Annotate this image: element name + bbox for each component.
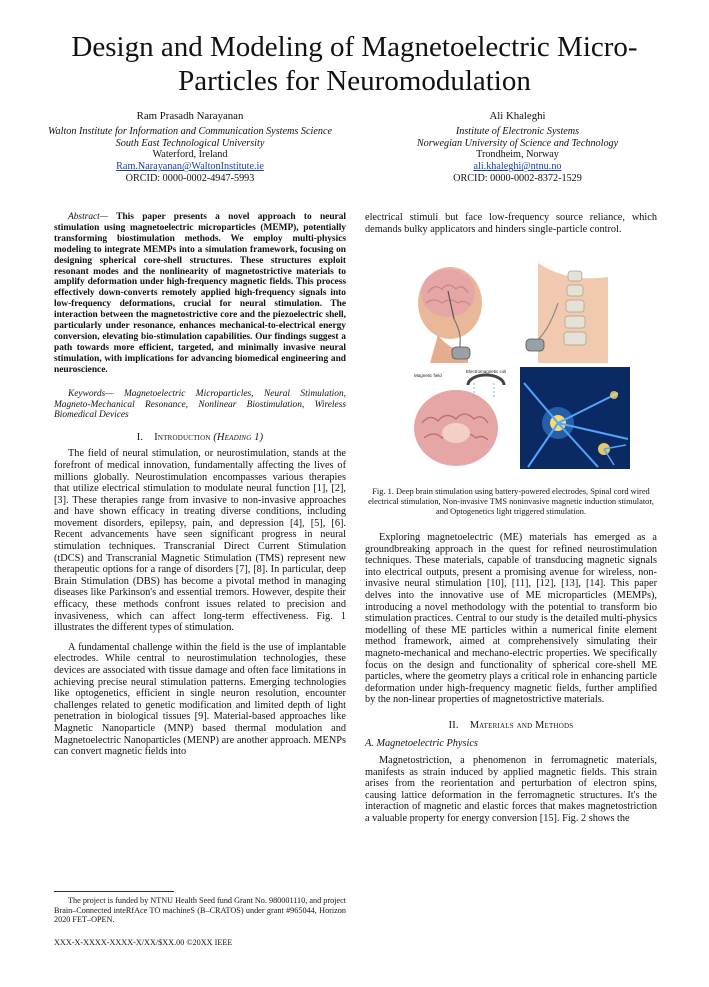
author-affiliation: South East Technological University xyxy=(115,137,265,149)
paragraph: The field of neural stimulation, or neurostimulation, stands at the forefront of medical innovation, fundamentally affecting the lives of millions globally. Neurostimulation encompasses various therapies that utilize electrical stimulation to modulate neural function [1], [2], [3]. These therapies range from invasive to non-invasive approaches and have shown efficacy in treating diverse conditions, including movement disorders, epilepsy, pain, and depression [4], [5], [6]. Recent advancements have seen significant progress in neural stimulation techniques. Transcranial Direct Current Stimulation (tDCS) and Transcranial Magnetic Stimulation (TMS) represent new therapeutic options for a range of disorders [7], [8]. In particular, deep Brain Stimulation (DBS) has become a pivotal method in managing diseases like Parkinson's and essential tremors. However, despite their efficacy, these methods confront issues related to precision and invasiveness, which can affect long-term effectiveness. Fig. 1 illustrates the different types of stimulation. xyxy=(54,448,346,634)
right-column-body xyxy=(365,532,657,825)
author-email-link[interactable]: Ram.Narayanan@WaltonInstitute.ie xyxy=(116,161,264,173)
author-orcid: ORCID: 0000-0002-8372-1529 xyxy=(453,172,582,184)
keywords-label: Keywords— xyxy=(68,388,114,399)
section-heading-materials-methods: II. Materials and Methods xyxy=(448,719,574,731)
dbs-head-panel xyxy=(408,263,514,363)
author-location: Trondheim, Norway xyxy=(476,149,559,161)
paragraph: Magnetostriction, a phenomenon in ferromagnetic materials, manifests as strain induced by applied magnetic fields. This strain arises from the reorientation and perturbation of electron spins, causing lattice deformation in the ferromagnetic structures. It's the interaction of magnetic and elastic forces that makes magnetostriction a valuable property for energy conversion [15]. Fig. 2 shows the xyxy=(365,755,657,825)
tms-panel xyxy=(408,367,514,469)
author-block-1 xyxy=(40,111,340,185)
paragraph: electrical stimuli but face low-frequency source reliance, which demands bulky applicators and hinders single-particle control. xyxy=(365,212,657,235)
section-heading-introduction: I. Introduction (Heading 1) xyxy=(136,432,264,444)
figure-label-coil: Electromagnetic coil xyxy=(466,369,507,374)
figure-1 xyxy=(408,263,630,469)
keywords-text: Magnetoelectric Microparticles, Neural Stimulation, Magneto-Mechanical Resonance, Nonlinear Biostimulation, Wireless Biomedical Devices xyxy=(54,388,347,421)
figure-1-illustration xyxy=(408,263,630,469)
copyright-footer: XXX-X-XXXX-XXXX-X/XX/$XX.00 ©20XX IEEE xyxy=(54,938,233,947)
author-location: Waterford, Ireland xyxy=(152,149,228,161)
footnote-rule xyxy=(54,891,174,892)
author-affiliation: Institute of Electronic Systems xyxy=(455,125,580,137)
intro-text xyxy=(54,448,346,757)
author-block-2 xyxy=(365,111,670,185)
author-affiliation: Walton Institute for Information and Communication Systems Science xyxy=(48,125,332,137)
paragraph: Exploring magnetoelectric (ME) materials has emerged as a groundbreaking approach in the quest for refined neurostimulation techniques. These materials, capable of transducing magnetic signals into electrical outputs, present a promising avenue for wireless, non-invasive neural stimulation [10], [11], [12], [13], [14]. This paper delves into the innovative use of ME microparticles (MEMPs), introducing a novel methodology with the potential to transform bio stimulation practices. Central to our study is the detailed multi-physics modelling of these ME particles within a numerical finite element method framework, aimed at comprehensively simulating their magneto-mechanical and mechano-electric properties. We specifically focus on the design and functionality of spherical core-shell ME particles, where the geometry plays a critical role in enhancing particle deformation under high-frequency magnetic fields, further amplified by the non-linear properties of magnetostrictive materials. xyxy=(365,532,657,706)
abstract-label: Abstract— xyxy=(68,212,109,222)
figure-1-caption: Fig. 1. Deep brain stimulation using battery-powered electrodes, Spinal cord wired electrical stimulation, Non-invasive TMS noninvasive magnetic induction stimulator, and Optogenetics light triggered stimulation. xyxy=(368,487,654,516)
right-column-top xyxy=(365,212,657,235)
optogenetics-panel xyxy=(520,367,630,469)
paper-title: Design and Modeling of Magnetoelectric Micro-Particles for Neuromodulation xyxy=(71,31,638,97)
figure-label-magnetic-field: Magnetic field xyxy=(414,373,442,378)
footnote: The project is funded by NTNU Health Seed fund Grant No. 980001110, and project Brain–Connected inteRfAce TO machineS (B–CRATOS) under grant #965044, Horizon 2020 FET–OPEN. xyxy=(54,896,346,925)
author-email-link[interactable]: ali.khaleghi@ntnu.no xyxy=(473,161,562,173)
left-column xyxy=(54,212,346,758)
author-affiliation: Norwegian University of Science and Technology xyxy=(416,137,619,149)
author-name: Ram Prasadh Narayanan xyxy=(136,110,244,122)
abstract-text: This paper presents a novel approach to neural stimulation using magnetoelectric microparticles (MEMP), potentially transforming biostimulation methods. We employ multi-physics modeling to integrate MEMPs into a simulation framework, focusing on designing spherical core-shell structures. These structures exploit resonant modes and the nonlinearity of magnetostrictive materials to amplify deformation under high-frequency magnetic fields. This process effectively down-converts remotely applied high-frequency signals into low-frequency deformations, crucial for neural stimulation. The interaction between the magnetostrictive core and the piezoelectric shell, particularly under resonance, enhances mechanical-to-electrical energy conversion, elevating bio-stimulation capabilities. Our findings suggest a path towards more efficient, targeted, and minimally invasive neural stimulation, with implications for advancing biomedical engineering and neuroscience. xyxy=(54,212,346,375)
paragraph: A fundamental challenge within the field is the use of implantable electrodes. While central to neurostimulation technologies, these devices are associated with tissue damage and often face limitations in achieving precise neural stimulation patterns. Emerging technologies like optogenetics, efficient in single neuron resolution, encounter challenges related to genetic modification and limited depth of light penetration in biological tissues [9]. Material-based approaches like Magnetic Nanoparticle (MNP) based thermal modulation and Magnetoelectric Nanoparticles (MENP) are another approach. MENPs can convert magnetic fields into xyxy=(54,641,346,758)
keywords xyxy=(54,389,346,422)
subsection-heading-magnetoelectric-physics: A. Magnetoelectric Physics xyxy=(365,737,478,749)
author-orcid: ORCID: 0000-0002-4947-5993 xyxy=(125,172,255,184)
spine-panel xyxy=(520,263,630,363)
abstract xyxy=(54,212,346,376)
author-name: Ali Khaleghi xyxy=(489,110,546,122)
